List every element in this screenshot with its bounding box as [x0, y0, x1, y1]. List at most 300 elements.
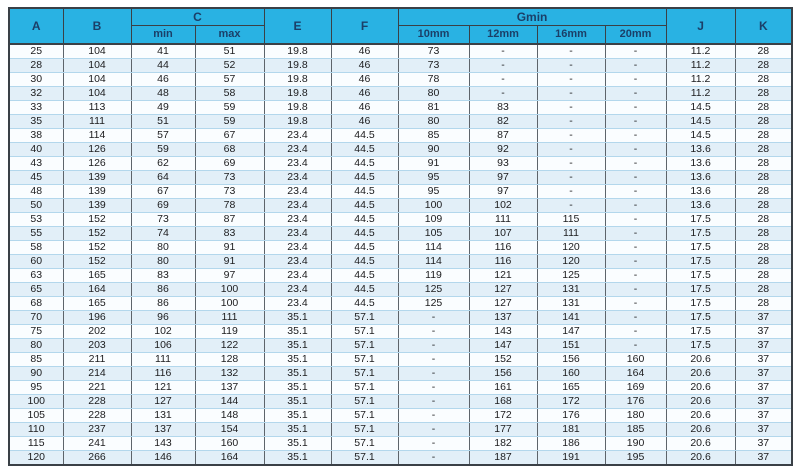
cell-j: 14.5 — [666, 101, 735, 115]
cell-g-12mm: - — [469, 44, 537, 59]
cell-g-12mm: 93 — [469, 157, 537, 171]
cell-k: 28 — [735, 213, 792, 227]
cell-f: 44.5 — [331, 171, 398, 185]
cell-g-20mm: - — [605, 143, 666, 157]
cell-e: 35.1 — [264, 409, 331, 423]
cell-k: 28 — [735, 171, 792, 185]
cell-c-max: 73 — [195, 171, 264, 185]
cell-f: 44.5 — [331, 129, 398, 143]
cell-c-min: 74 — [131, 227, 195, 241]
cell-g-10mm: 85 — [398, 129, 469, 143]
cell-j: 11.2 — [666, 73, 735, 87]
cell-g-16mm: - — [537, 44, 605, 59]
cell-g-12mm: 111 — [469, 213, 537, 227]
cell-j: 11.2 — [666, 59, 735, 73]
table-row — [9, 451, 792, 466]
cell-a: 32 — [9, 87, 63, 101]
cell-k: 28 — [735, 143, 792, 157]
cell-e: 23.4 — [264, 185, 331, 199]
cell-b: 221 — [63, 381, 131, 395]
cell-b: 104 — [63, 59, 131, 73]
cell-g-20mm: - — [605, 241, 666, 255]
cell-g-12mm: 156 — [469, 367, 537, 381]
cell-g-10mm: 109 — [398, 213, 469, 227]
table-row — [9, 381, 792, 395]
table-row — [9, 199, 792, 213]
cell-c-min: 86 — [131, 283, 195, 297]
cell-c-min: 127 — [131, 395, 195, 409]
cell-e: 35.1 — [264, 339, 331, 353]
cell-g-20mm: - — [605, 59, 666, 73]
col-header-gmin: Gmin — [398, 8, 666, 25]
cell-g-16mm: 151 — [537, 339, 605, 353]
cell-g-20mm: - — [605, 171, 666, 185]
cell-g-12mm: 97 — [469, 171, 537, 185]
cell-f: 57.1 — [331, 423, 398, 437]
cell-j: 14.5 — [666, 129, 735, 143]
cell-a: 38 — [9, 129, 63, 143]
cell-j: 13.6 — [666, 185, 735, 199]
cell-c-max: 87 — [195, 213, 264, 227]
table-row — [9, 227, 792, 241]
cell-g-16mm: - — [537, 157, 605, 171]
cell-a: 35 — [9, 115, 63, 129]
cell-a: 25 — [9, 44, 63, 59]
cell-k: 28 — [735, 101, 792, 115]
cell-g-10mm: 125 — [398, 297, 469, 311]
table-row — [9, 241, 792, 255]
cell-g-20mm: 195 — [605, 451, 666, 466]
cell-g-12mm: 127 — [469, 283, 537, 297]
cell-g-16mm: - — [537, 73, 605, 87]
cell-c-max: 91 — [195, 255, 264, 269]
cell-c-max: 58 — [195, 87, 264, 101]
cell-g-16mm: - — [537, 115, 605, 129]
cell-b: 165 — [63, 269, 131, 283]
col-header-e: E — [264, 8, 331, 44]
cell-e: 23.4 — [264, 213, 331, 227]
table-row — [9, 129, 792, 143]
cell-g-16mm: - — [537, 143, 605, 157]
cell-f: 44.5 — [331, 283, 398, 297]
cell-g-16mm: 191 — [537, 451, 605, 466]
cell-g-12mm: 127 — [469, 297, 537, 311]
cell-k: 28 — [735, 255, 792, 269]
cell-b: 152 — [63, 227, 131, 241]
table-row — [9, 213, 792, 227]
cell-g-12mm: 182 — [469, 437, 537, 451]
cell-g-16mm: 156 — [537, 353, 605, 367]
cell-f: 44.5 — [331, 269, 398, 283]
cell-c-max: 69 — [195, 157, 264, 171]
cell-g-12mm: 92 — [469, 143, 537, 157]
cell-e: 35.1 — [264, 395, 331, 409]
cell-b: 126 — [63, 143, 131, 157]
cell-g-10mm: 95 — [398, 185, 469, 199]
cell-e: 23.4 — [264, 157, 331, 171]
cell-e: 35.1 — [264, 423, 331, 437]
cell-g-20mm: 169 — [605, 381, 666, 395]
cell-c-min: 69 — [131, 199, 195, 213]
cell-j: 20.6 — [666, 451, 735, 466]
cell-e: 23.4 — [264, 199, 331, 213]
cell-g-10mm: 119 — [398, 269, 469, 283]
cell-a: 63 — [9, 269, 63, 283]
cell-k: 37 — [735, 381, 792, 395]
table-row — [9, 115, 792, 129]
cell-b: 164 — [63, 283, 131, 297]
table-row — [9, 437, 792, 451]
cell-k: 37 — [735, 311, 792, 325]
table-row — [9, 255, 792, 269]
cell-b: 126 — [63, 157, 131, 171]
cell-g-20mm: - — [605, 283, 666, 297]
cell-f: 57.1 — [331, 339, 398, 353]
cell-g-16mm: 141 — [537, 311, 605, 325]
cell-f: 57.1 — [331, 353, 398, 367]
cell-b: 228 — [63, 409, 131, 423]
cell-b: 202 — [63, 325, 131, 339]
cell-a: 30 — [9, 73, 63, 87]
cell-g-12mm: 102 — [469, 199, 537, 213]
cell-a: 40 — [9, 143, 63, 157]
cell-a: 65 — [9, 283, 63, 297]
col-header-g-20mm: 20mm — [605, 25, 666, 44]
cell-j: 17.5 — [666, 339, 735, 353]
cell-k: 37 — [735, 395, 792, 409]
cell-c-max: 51 — [195, 44, 264, 59]
cell-g-10mm: - — [398, 451, 469, 466]
cell-k: 37 — [735, 325, 792, 339]
cell-b: 104 — [63, 73, 131, 87]
cell-c-max: 160 — [195, 437, 264, 451]
cell-c-min: 41 — [131, 44, 195, 59]
cell-a: 33 — [9, 101, 63, 115]
cell-e: 19.8 — [264, 115, 331, 129]
cell-g-20mm: - — [605, 185, 666, 199]
cell-a: 80 — [9, 339, 63, 353]
cell-g-10mm: - — [398, 311, 469, 325]
cell-f: 57.1 — [331, 381, 398, 395]
cell-g-10mm: 95 — [398, 171, 469, 185]
cell-g-16mm: - — [537, 87, 605, 101]
cell-c-max: 119 — [195, 325, 264, 339]
cell-j: 17.5 — [666, 227, 735, 241]
cell-f: 57.1 — [331, 395, 398, 409]
col-header-k: K — [735, 8, 792, 44]
cell-e: 35.1 — [264, 353, 331, 367]
table-row — [9, 87, 792, 101]
col-header-g-12mm: 12mm — [469, 25, 537, 44]
cell-g-12mm: - — [469, 87, 537, 101]
cell-k: 28 — [735, 87, 792, 101]
cell-c-min: 64 — [131, 171, 195, 185]
cell-c-max: 111 — [195, 311, 264, 325]
cell-c-max: 57 — [195, 73, 264, 87]
cell-g-16mm: 115 — [537, 213, 605, 227]
cell-b: 139 — [63, 199, 131, 213]
table-row — [9, 185, 792, 199]
cell-g-16mm: 111 — [537, 227, 605, 241]
cell-k: 37 — [735, 409, 792, 423]
cell-c-max: 73 — [195, 185, 264, 199]
cell-c-min: 143 — [131, 437, 195, 451]
cell-j: 20.6 — [666, 395, 735, 409]
cell-c-min: 67 — [131, 185, 195, 199]
cell-a: 55 — [9, 227, 63, 241]
cell-e: 19.8 — [264, 59, 331, 73]
table-row — [9, 101, 792, 115]
cell-a: 85 — [9, 353, 63, 367]
cell-b: 113 — [63, 101, 131, 115]
cell-j: 14.5 — [666, 115, 735, 129]
cell-a: 60 — [9, 255, 63, 269]
cell-k: 28 — [735, 44, 792, 59]
cell-j: 11.2 — [666, 44, 735, 59]
col-header-c-max: max — [195, 25, 264, 44]
cell-g-16mm: 165 — [537, 381, 605, 395]
cell-e: 23.4 — [264, 241, 331, 255]
cell-e: 23.4 — [264, 143, 331, 157]
table-row — [9, 59, 792, 73]
cell-j: 13.6 — [666, 171, 735, 185]
cell-g-20mm: - — [605, 73, 666, 87]
cell-e: 35.1 — [264, 311, 331, 325]
cell-g-10mm: - — [398, 437, 469, 451]
cell-c-max: 137 — [195, 381, 264, 395]
cell-g-10mm: 81 — [398, 101, 469, 115]
cell-c-min: 96 — [131, 311, 195, 325]
cell-g-16mm: 120 — [537, 255, 605, 269]
cell-j: 17.5 — [666, 213, 735, 227]
cell-c-max: 128 — [195, 353, 264, 367]
cell-a: 48 — [9, 185, 63, 199]
cell-f: 44.5 — [331, 157, 398, 171]
cell-f: 46 — [331, 115, 398, 129]
cell-b: 111 — [63, 115, 131, 129]
cell-g-20mm: - — [605, 227, 666, 241]
cell-a: 110 — [9, 423, 63, 437]
cell-b: 266 — [63, 451, 131, 466]
cell-k: 37 — [735, 353, 792, 367]
cell-c-max: 78 — [195, 199, 264, 213]
cell-b: 211 — [63, 353, 131, 367]
cell-j: 17.5 — [666, 255, 735, 269]
cell-f: 44.5 — [331, 143, 398, 157]
cell-g-20mm: 176 — [605, 395, 666, 409]
cell-g-10mm: - — [398, 339, 469, 353]
cell-c-max: 148 — [195, 409, 264, 423]
cell-k: 37 — [735, 437, 792, 451]
col-header-f: F — [331, 8, 398, 44]
cell-g-10mm: - — [398, 423, 469, 437]
cell-g-10mm: - — [398, 325, 469, 339]
cell-g-20mm: 180 — [605, 409, 666, 423]
cell-f: 44.5 — [331, 255, 398, 269]
cell-c-min: 48 — [131, 87, 195, 101]
cell-a: 115 — [9, 437, 63, 451]
cell-g-10mm: 80 — [398, 87, 469, 101]
cell-g-12mm: 82 — [469, 115, 537, 129]
cell-b: 104 — [63, 87, 131, 101]
cell-g-12mm: 121 — [469, 269, 537, 283]
cell-g-12mm: 187 — [469, 451, 537, 466]
cell-k: 28 — [735, 157, 792, 171]
cell-c-max: 68 — [195, 143, 264, 157]
col-header-b: B — [63, 8, 131, 44]
cell-g-20mm: - — [605, 157, 666, 171]
cell-e: 35.1 — [264, 325, 331, 339]
cell-b: 165 — [63, 297, 131, 311]
col-header-c: C — [131, 8, 264, 25]
cell-e: 23.4 — [264, 283, 331, 297]
cell-g-20mm: - — [605, 115, 666, 129]
cell-g-20mm: 185 — [605, 423, 666, 437]
cell-e: 23.4 — [264, 227, 331, 241]
cell-f: 46 — [331, 59, 398, 73]
cell-e: 19.8 — [264, 44, 331, 59]
cell-g-12mm: 97 — [469, 185, 537, 199]
cell-b: 228 — [63, 395, 131, 409]
table-row — [9, 73, 792, 87]
cell-b: 196 — [63, 311, 131, 325]
cell-g-12mm: 161 — [469, 381, 537, 395]
cell-k: 28 — [735, 115, 792, 129]
cell-k: 37 — [735, 423, 792, 437]
cell-g-10mm: 100 — [398, 199, 469, 213]
table-header — [9, 8, 792, 44]
cell-c-max: 164 — [195, 451, 264, 466]
cell-g-12mm: 107 — [469, 227, 537, 241]
cell-k: 37 — [735, 367, 792, 381]
cell-a: 120 — [9, 451, 63, 466]
cell-g-20mm: 160 — [605, 353, 666, 367]
cell-b: 214 — [63, 367, 131, 381]
table-row — [9, 171, 792, 185]
cell-g-12mm: 83 — [469, 101, 537, 115]
cell-k: 37 — [735, 339, 792, 353]
cell-e: 35.1 — [264, 367, 331, 381]
cell-e: 19.8 — [264, 87, 331, 101]
cell-c-min: 51 — [131, 115, 195, 129]
cell-g-12mm: 116 — [469, 255, 537, 269]
cell-g-12mm: 147 — [469, 339, 537, 353]
cell-g-20mm: - — [605, 213, 666, 227]
cell-c-min: 62 — [131, 157, 195, 171]
cell-g-10mm: - — [398, 409, 469, 423]
cell-g-16mm: 131 — [537, 297, 605, 311]
cell-g-10mm: 114 — [398, 255, 469, 269]
cell-g-12mm: 152 — [469, 353, 537, 367]
cell-g-20mm: - — [605, 325, 666, 339]
table-row — [9, 311, 792, 325]
cell-c-max: 52 — [195, 59, 264, 73]
table-row — [9, 395, 792, 409]
table-row — [9, 297, 792, 311]
cell-c-max: 100 — [195, 297, 264, 311]
cell-e: 35.1 — [264, 437, 331, 451]
cell-g-16mm: 176 — [537, 409, 605, 423]
cell-k: 28 — [735, 241, 792, 255]
cell-g-12mm: - — [469, 73, 537, 87]
cell-b: 152 — [63, 241, 131, 255]
cell-j: 20.6 — [666, 423, 735, 437]
cell-k: 28 — [735, 185, 792, 199]
cell-c-min: 46 — [131, 73, 195, 87]
cell-j: 20.6 — [666, 437, 735, 451]
cell-f: 46 — [331, 73, 398, 87]
cell-c-max: 122 — [195, 339, 264, 353]
cell-k: 28 — [735, 199, 792, 213]
cell-c-min: 102 — [131, 325, 195, 339]
table-row — [9, 353, 792, 367]
cell-c-max: 132 — [195, 367, 264, 381]
cell-j: 17.5 — [666, 283, 735, 297]
cell-f: 46 — [331, 101, 398, 115]
cell-g-16mm: 125 — [537, 269, 605, 283]
cell-e: 19.8 — [264, 101, 331, 115]
table-row — [9, 339, 792, 353]
cell-j: 20.6 — [666, 409, 735, 423]
cell-g-10mm: 80 — [398, 115, 469, 129]
cell-g-12mm: 172 — [469, 409, 537, 423]
cell-j: 13.6 — [666, 157, 735, 171]
cell-e: 23.4 — [264, 269, 331, 283]
cell-e: 35.1 — [264, 451, 331, 466]
cell-g-20mm: - — [605, 269, 666, 283]
cell-a: 58 — [9, 241, 63, 255]
cell-b: 104 — [63, 44, 131, 59]
cell-b: 139 — [63, 185, 131, 199]
cell-g-20mm: - — [605, 129, 666, 143]
cell-f: 46 — [331, 87, 398, 101]
table-row — [9, 143, 792, 157]
cell-j: 17.5 — [666, 241, 735, 255]
cell-g-10mm: 90 — [398, 143, 469, 157]
cell-c-max: 59 — [195, 115, 264, 129]
cell-g-20mm: - — [605, 199, 666, 213]
cell-c-min: 121 — [131, 381, 195, 395]
cell-g-16mm: - — [537, 59, 605, 73]
cell-f: 44.5 — [331, 297, 398, 311]
cell-a: 50 — [9, 199, 63, 213]
cell-g-10mm: 114 — [398, 241, 469, 255]
cell-j: 17.5 — [666, 297, 735, 311]
cell-g-16mm: 120 — [537, 241, 605, 255]
cell-j: 17.5 — [666, 325, 735, 339]
cell-g-16mm: - — [537, 199, 605, 213]
cell-g-20mm: - — [605, 87, 666, 101]
cell-k: 28 — [735, 59, 792, 73]
cell-g-12mm: 177 — [469, 423, 537, 437]
cell-c-min: 57 — [131, 129, 195, 143]
cell-c-max: 154 — [195, 423, 264, 437]
cell-k: 28 — [735, 269, 792, 283]
cell-g-12mm: - — [469, 59, 537, 73]
cell-g-20mm: 164 — [605, 367, 666, 381]
cell-j: 17.5 — [666, 269, 735, 283]
cell-j: 13.6 — [666, 199, 735, 213]
cell-e: 23.4 — [264, 171, 331, 185]
col-header-c-min: min — [131, 25, 195, 44]
cell-g-16mm: 181 — [537, 423, 605, 437]
cell-a: 43 — [9, 157, 63, 171]
cell-c-max: 97 — [195, 269, 264, 283]
cell-c-min: 131 — [131, 409, 195, 423]
cell-f: 44.5 — [331, 241, 398, 255]
cell-c-max: 83 — [195, 227, 264, 241]
table-row — [9, 423, 792, 437]
